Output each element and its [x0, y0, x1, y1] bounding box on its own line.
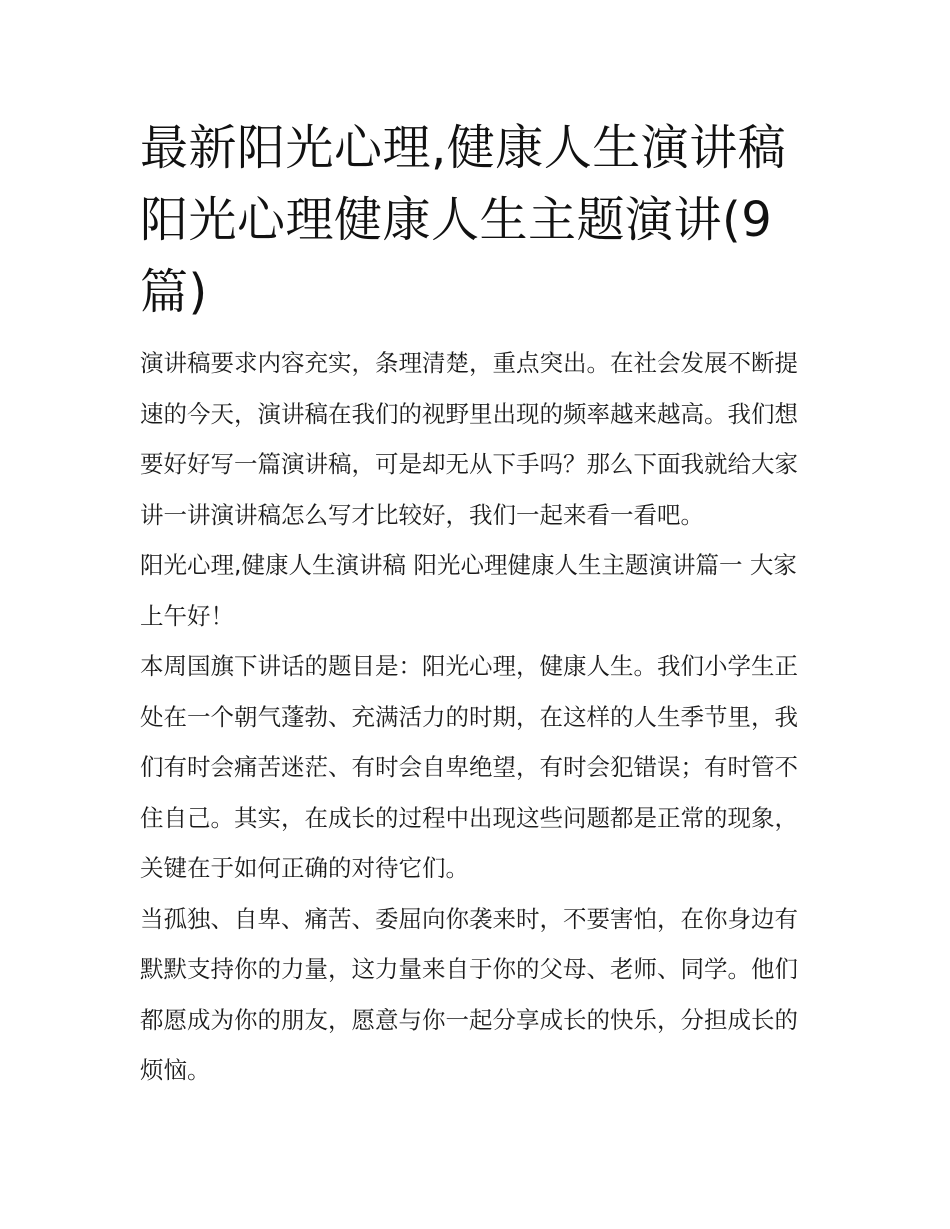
document-body	[140, 338, 812, 1096]
document-page	[140, 112, 812, 1096]
title-line-1: 最新阳光心理,健康人生演讲稿	[140, 120, 787, 176]
paragraph-heading-greeting: 阳光心理,健康人生演讲稿 阳光心理健康人生主题演讲篇一 大家上午好！	[140, 551, 797, 630]
paragraph-support: 当孤独、自卑、痛苦、委屈向你袭来时，不要害怕，在你身边有默默支持你的力量，这力量来自于你的父母、老师、同学。他们都愿成为你的朋友，愿意与你一起分享成长的快乐，分担成长的烦恼。	[140, 904, 798, 1084]
paragraph-topic: 本周国旗下讲话的题目是：阳光心理，健康人生。我们小学生正处在一个朝气蓬勃、充满活力的时期，在这样的人生季节里，我们有时会痛苦迷茫、有时会自卑绝望，有时会犯错误；有时管不住自己。其实，在成长的过程中出现这些问题都是正常的现象，关键在于如何正确的对待它们。	[140, 652, 798, 882]
title-line-3: 篇)	[140, 264, 208, 320]
document-title	[140, 112, 812, 328]
title-line-2: 阳光心理健康人生主题演讲(9	[140, 192, 773, 248]
paragraph-intro: 演讲稿要求内容充实，条理清楚，重点突出。在社会发展不断提速的今天，演讲稿在我们的视野里出现的频率越来越高。我们想要好好写一篇演讲稿，可是却无从下手吗？那么下面我就给大家讲一讲演讲稿怎么写才比较好，我们一起来看一看吧。	[140, 349, 798, 529]
